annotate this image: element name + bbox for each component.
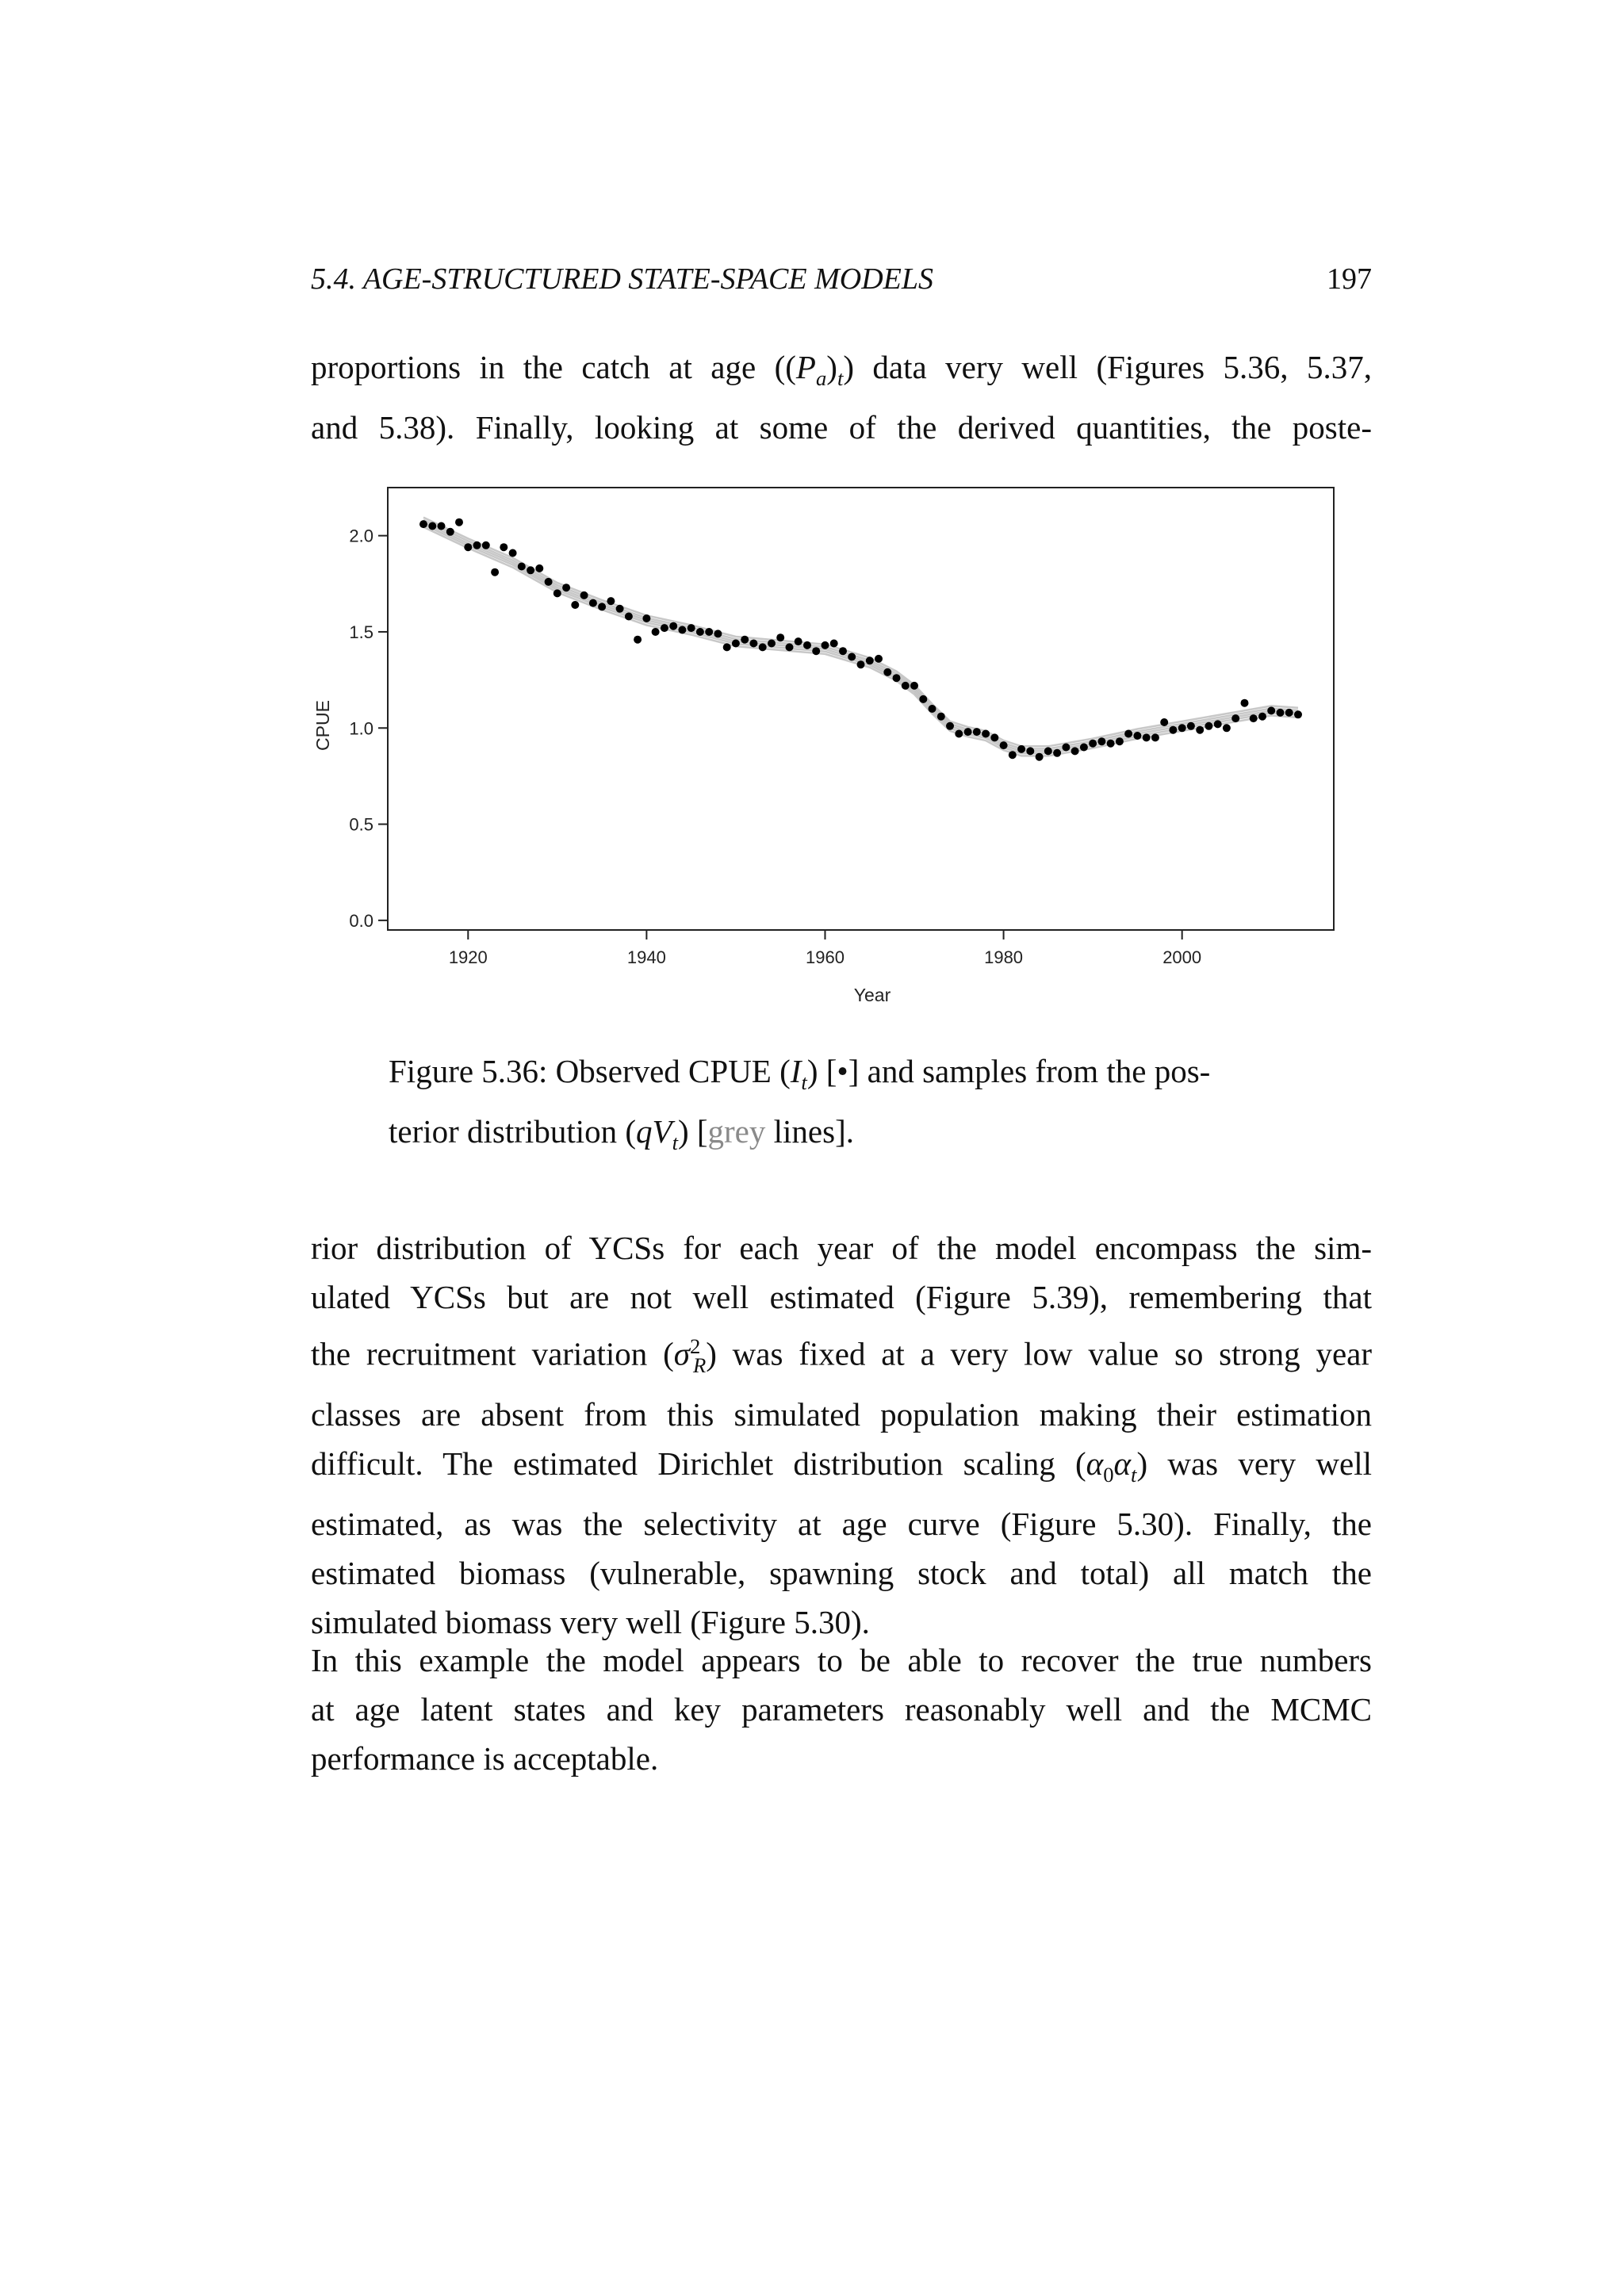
text-line: difficult. The estimated Dirichlet distribution scaling $(\alpha_0\alpha_t)$ was very well [311, 1445, 1372, 1487]
cpue-point [1214, 720, 1222, 728]
cpue-point [428, 522, 436, 530]
cpue-point [812, 647, 820, 655]
cpue-point [1250, 714, 1258, 722]
cpue-point [1205, 722, 1212, 730]
cpue-point [642, 614, 650, 622]
y-tick-label: 1.0 [349, 718, 373, 739]
x-axis [449, 930, 1201, 967]
cpue-point [1277, 709, 1285, 717]
cpue-point [1071, 747, 1079, 755]
cpue-point [857, 660, 865, 668]
cpue-point [1196, 726, 1204, 734]
cpue-point [1143, 733, 1151, 741]
cpue-point [473, 541, 481, 549]
y-tick-label: 0.0 [349, 910, 373, 931]
cpue-point [482, 541, 490, 549]
text-line: at age latent states and key parameters reasonably well and the MCMC [311, 1691, 1372, 1728]
cpue-point [1285, 709, 1293, 717]
cpue-point [1000, 741, 1008, 749]
cpue-point [1080, 744, 1088, 752]
text-line: classes are absent from this simulated population making their estimation [311, 1395, 1372, 1433]
cpue-point [768, 640, 776, 648]
cpue-point [580, 591, 588, 599]
cpue-point [776, 633, 784, 641]
cpue-point [955, 730, 963, 738]
text-line: In this example the model appears to be able to recover the true numbers [311, 1642, 1372, 1678]
cpue-point [749, 640, 757, 648]
text-line: rior distribution of YCSs for each year of the model encompass the sim- [311, 1230, 1372, 1266]
cpue-point [1241, 699, 1249, 707]
paragraph-conclusion [311, 1636, 1372, 1783]
cpue-point [1169, 726, 1177, 734]
text-line: ulated YCSs but are not well estimated (Figure 5.39), remembering that [311, 1279, 1372, 1315]
cpue-point [910, 682, 918, 690]
cpue-point [866, 656, 874, 664]
cpue-point [946, 722, 954, 730]
cpue-point [562, 584, 570, 591]
cpue-point [705, 628, 713, 636]
cpue-point [652, 628, 660, 636]
cpue-point [553, 589, 561, 597]
y-tick-label: 2.0 [349, 526, 373, 546]
page-number: 197 [1327, 262, 1372, 296]
cpue-point [902, 682, 910, 690]
cpue-point [464, 543, 472, 551]
cpue-point [1231, 714, 1239, 722]
cpue-point [875, 655, 883, 663]
y-tick-label: 0.5 [349, 814, 373, 835]
cpue-point [1267, 706, 1275, 714]
cpue-point [759, 643, 767, 651]
x-tick-label: 1980 [984, 947, 1024, 967]
cpue-point [491, 568, 499, 576]
cpue-point [616, 605, 624, 613]
cpue-point [571, 601, 579, 609]
y-axis [349, 526, 388, 931]
cpue-point [1160, 718, 1168, 726]
cpue-point [607, 597, 615, 605]
y-tick-label: 1.5 [349, 622, 373, 642]
posterior-sample-line [423, 522, 1298, 752]
text-line: estimated, as was the selectivity at age curve (Figure 5.30). Finally, the [311, 1506, 1372, 1543]
cpue-point [1026, 747, 1034, 755]
text-line: performance is acceptable. [311, 1740, 659, 1777]
cpue-point [732, 640, 740, 648]
text-line: the recruitment variation $(\sigma^2_R)$ was fixed at a very low value so strong year [311, 1334, 1372, 1377]
cpue-point [919, 695, 927, 703]
cpue-point [455, 519, 463, 526]
cpue-point [1053, 749, 1061, 757]
cpue-point [688, 624, 695, 632]
text-line: proportions in the catch at age $((P_a)_t)$ data very well (Figures 5.36, 5.37, [311, 349, 1372, 391]
cpue-point [848, 653, 856, 661]
cpue-point [1116, 737, 1124, 745]
cpue-point [1187, 722, 1195, 730]
cpue-point [1294, 710, 1302, 718]
cpue-point [446, 528, 454, 536]
cpue-point [929, 705, 936, 713]
cpue-point [1107, 740, 1115, 748]
cpue-point [973, 728, 981, 736]
text-line: and 5.38). Finally, looking at some of the derived quantities, the poste- [311, 409, 1372, 446]
x-tick-label: 1960 [806, 947, 845, 967]
cpue-chart [301, 476, 1364, 1031]
cpue-point [1036, 753, 1044, 761]
section-title: 5.4. AGE-STRUCTURED STATE-SPACE MODELS [311, 262, 933, 296]
cpue-point [741, 636, 749, 644]
cpue-point [883, 668, 891, 676]
cpue-point [982, 730, 990, 738]
text-line: simulated biomass very well (Figure 5.30). [311, 1604, 870, 1641]
cpue-point [1009, 751, 1017, 759]
x-tick-label: 1940 [626, 947, 666, 967]
cpue-point [509, 549, 517, 557]
cpue-point [964, 728, 972, 736]
cpue-point [1017, 745, 1025, 753]
cpue-point [500, 543, 508, 551]
cpue-point [795, 637, 802, 645]
cpue-point [438, 522, 446, 530]
x-tick-label: 2000 [1162, 947, 1202, 967]
cpue-point [1178, 724, 1186, 732]
posterior-sample-line [423, 518, 1298, 747]
cpue-point [893, 674, 901, 682]
figure-caption [389, 1047, 1293, 1167]
cpue-point [696, 628, 704, 636]
plot-frame [388, 488, 1334, 930]
cpue-point [990, 733, 998, 741]
posterior-sample-line [423, 525, 1298, 754]
cpue-point [1151, 733, 1159, 741]
posterior-sample-line [423, 520, 1298, 749]
cpue-point [1223, 724, 1231, 732]
paragraph-intro [311, 342, 1372, 452]
text-line: estimated biomass (vulnerable, spawning stock and total) all match the [311, 1555, 1372, 1592]
cpue-point [518, 563, 526, 571]
cpue-point [1124, 730, 1132, 738]
x-tick-label: 1920 [448, 947, 488, 967]
cpue-point [937, 713, 945, 721]
cpue-point [822, 641, 829, 649]
caption-line: terior distribution $(qV_t)$ [grey lines]. [389, 1113, 854, 1155]
cpue-point [545, 578, 553, 586]
cpue-point [839, 647, 847, 655]
cpue-point [625, 613, 633, 621]
observed-points [419, 519, 1302, 761]
cpue-point [786, 643, 794, 651]
cpue-point [714, 629, 722, 637]
cpue-point [535, 564, 543, 572]
paragraph-ycs [311, 1223, 1372, 1647]
cpue-point [1133, 732, 1141, 740]
cpue-point [669, 622, 677, 630]
cpue-point [634, 636, 642, 644]
cpue-point [598, 603, 606, 610]
cpue-point [1097, 737, 1105, 745]
x-axis-label: Year [853, 985, 891, 1005]
cpue-point [1062, 744, 1070, 752]
cpue-point [830, 640, 838, 648]
cpue-point [803, 641, 811, 649]
cpue-point [1044, 747, 1052, 755]
cpue-point [1089, 740, 1097, 748]
caption-line: Figure 5.36: Observed CPUE $(I_t)$ [•] and samples from the pos- [389, 1053, 1211, 1095]
cpue-point [661, 624, 668, 632]
cpue-point [1258, 713, 1266, 721]
cpue-point [589, 599, 597, 607]
cpue-point [419, 520, 427, 528]
cpue-point [678, 626, 686, 634]
running-header [311, 262, 1372, 297]
cpue-point [527, 566, 534, 574]
cpue-point [723, 643, 731, 651]
y-axis-label: CPUE [312, 700, 333, 751]
